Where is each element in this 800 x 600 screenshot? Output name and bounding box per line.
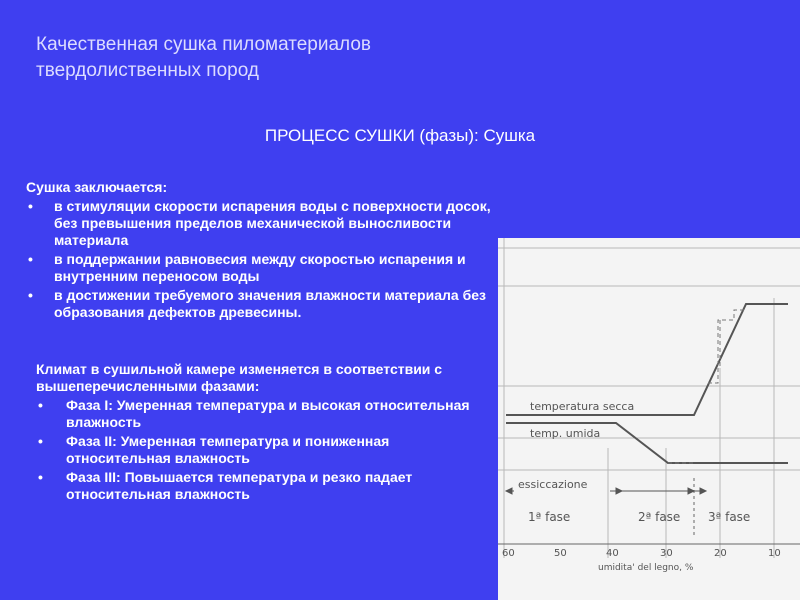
drying-description [26,179,496,321]
drying-item: • в поддержании равновесия между скоростью испарения и внутренним переносом воды [26,251,496,285]
tick-label: 60 [502,548,515,559]
drying-list [26,198,496,321]
section-subtitle: ПРОЦЕСС СУШКИ (фазы): Сушка [264,126,536,145]
phase-item: • Фаза I: Умеренная температура и высокая относительная влажность [36,397,496,431]
tick-label: 30 [660,548,673,559]
axis-label: umidita' del legno, % [598,563,694,573]
slide-title [36,32,371,84]
phase-item: • Фаза II: Умеренная температура и пониженная относительная влажность [36,433,496,467]
tick-label: 10 [768,548,781,559]
title-line-1: Качественная сушка пиломатериалов [36,34,372,55]
dry-temperature-line [506,304,788,415]
arrow-head [616,488,622,494]
climate-description [36,361,496,503]
label-phase-1: 1ª fase [528,510,571,524]
phase-list [36,397,496,503]
drying-item: • в стимуляции скорости испарения воды с поверхности досок, без превышения пределов механической выносливости материала [26,198,496,249]
label-phase-2: 2ª fase [638,510,681,524]
arrow-head [506,488,512,494]
phase-item: • Фаза III: Повышается температура и резко падает относительная влажность [36,469,496,503]
tick-label: 50 [554,548,567,559]
drying-phases-diagram [498,238,800,600]
drying-heading: Сушка заключается: [26,179,168,195]
diagram-svg [498,238,800,600]
title-line-2: твердолиственных пород [36,60,259,81]
label-dry-temperature: temperatura secca [530,400,635,413]
label-phase-3: 3ª fase [708,510,751,524]
climate-heading: Климат в сушильной камере изменяется в соответствии с вышеперечисленными фазами: [36,361,443,394]
tick-label: 20 [714,548,727,559]
arrow-head [688,488,694,494]
label-wet-temperature: temp. umida [530,427,601,440]
arrow-head [700,488,706,494]
drying-item: • в достижении требуемого значения влажности материала без образования дефектов древесины. [26,287,496,321]
tick-label: 40 [606,548,619,559]
label-drying: essiccazione [518,478,588,491]
